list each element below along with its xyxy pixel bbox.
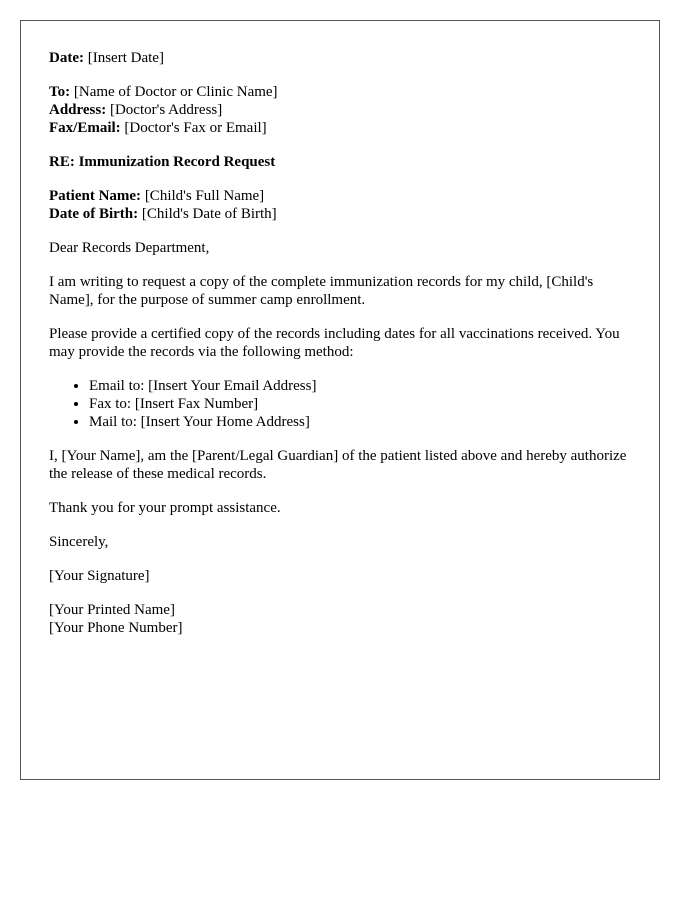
address-value: [Doctor's Address] — [109, 102, 223, 118]
salutation: Dear Records Department, — [49, 240, 210, 256]
date-line — [49, 49, 631, 67]
letter-page — [20, 20, 660, 780]
subject-line: RE: Immunization Record Request — [49, 154, 276, 170]
signature-placeholder: [Your Signature] — [49, 568, 150, 584]
sender-block — [49, 601, 631, 637]
address-line — [49, 101, 631, 119]
date-value: [Insert Date] — [87, 50, 164, 66]
date-of-birth-value: [Child's Date of Birth] — [141, 206, 277, 222]
address-label: Address: — [49, 102, 107, 118]
closing: Sincerely, — [49, 534, 109, 550]
authorization-paragraph: I, [Your Name], am the [Parent/Legal Guardian] of the patient listed above and hereby authorize the release of these medical records. — [49, 448, 627, 482]
to-value: [Name of Doctor or Clinic Name] — [73, 84, 278, 100]
recipient-block — [49, 83, 631, 137]
patient-name-line — [49, 187, 631, 205]
date-label: Date: — [49, 50, 84, 66]
fax-email-value: [Doctor's Fax or Email] — [124, 120, 267, 136]
thanks-paragraph: Thank you for your prompt assistance. — [49, 500, 281, 516]
delivery-method-list — [49, 377, 631, 431]
date-of-birth-label: Date of Birth: — [49, 206, 139, 222]
list-item: • Mail to: [Insert Your Home Address] — [89, 413, 631, 431]
patient-name-value: [Child's Full Name] — [144, 188, 265, 204]
date-of-birth-line — [49, 205, 631, 223]
fax-email-line — [49, 119, 631, 137]
phone-number: [Your Phone Number] — [49, 620, 183, 636]
printed-name: [Your Printed Name] — [49, 602, 175, 618]
list-item: • Fax to: [Insert Fax Number] — [89, 395, 631, 413]
to-line — [49, 83, 631, 101]
patient-name-label: Patient Name: — [49, 188, 142, 204]
patient-block — [49, 187, 631, 223]
intro-paragraph: I am writing to request a copy of the complete immunization records for my child, [Child's Name], for the purpose of summer camp enrollment. — [49, 274, 594, 308]
fax-email-label: Fax/Email: — [49, 120, 121, 136]
list-item: • Email to: [Insert Your Email Address] — [89, 377, 631, 395]
request-paragraph: Please provide a certified copy of the records including dates for all vaccinations received. You may provide the records via the following method: — [49, 326, 620, 360]
to-label: To: — [49, 84, 71, 100]
